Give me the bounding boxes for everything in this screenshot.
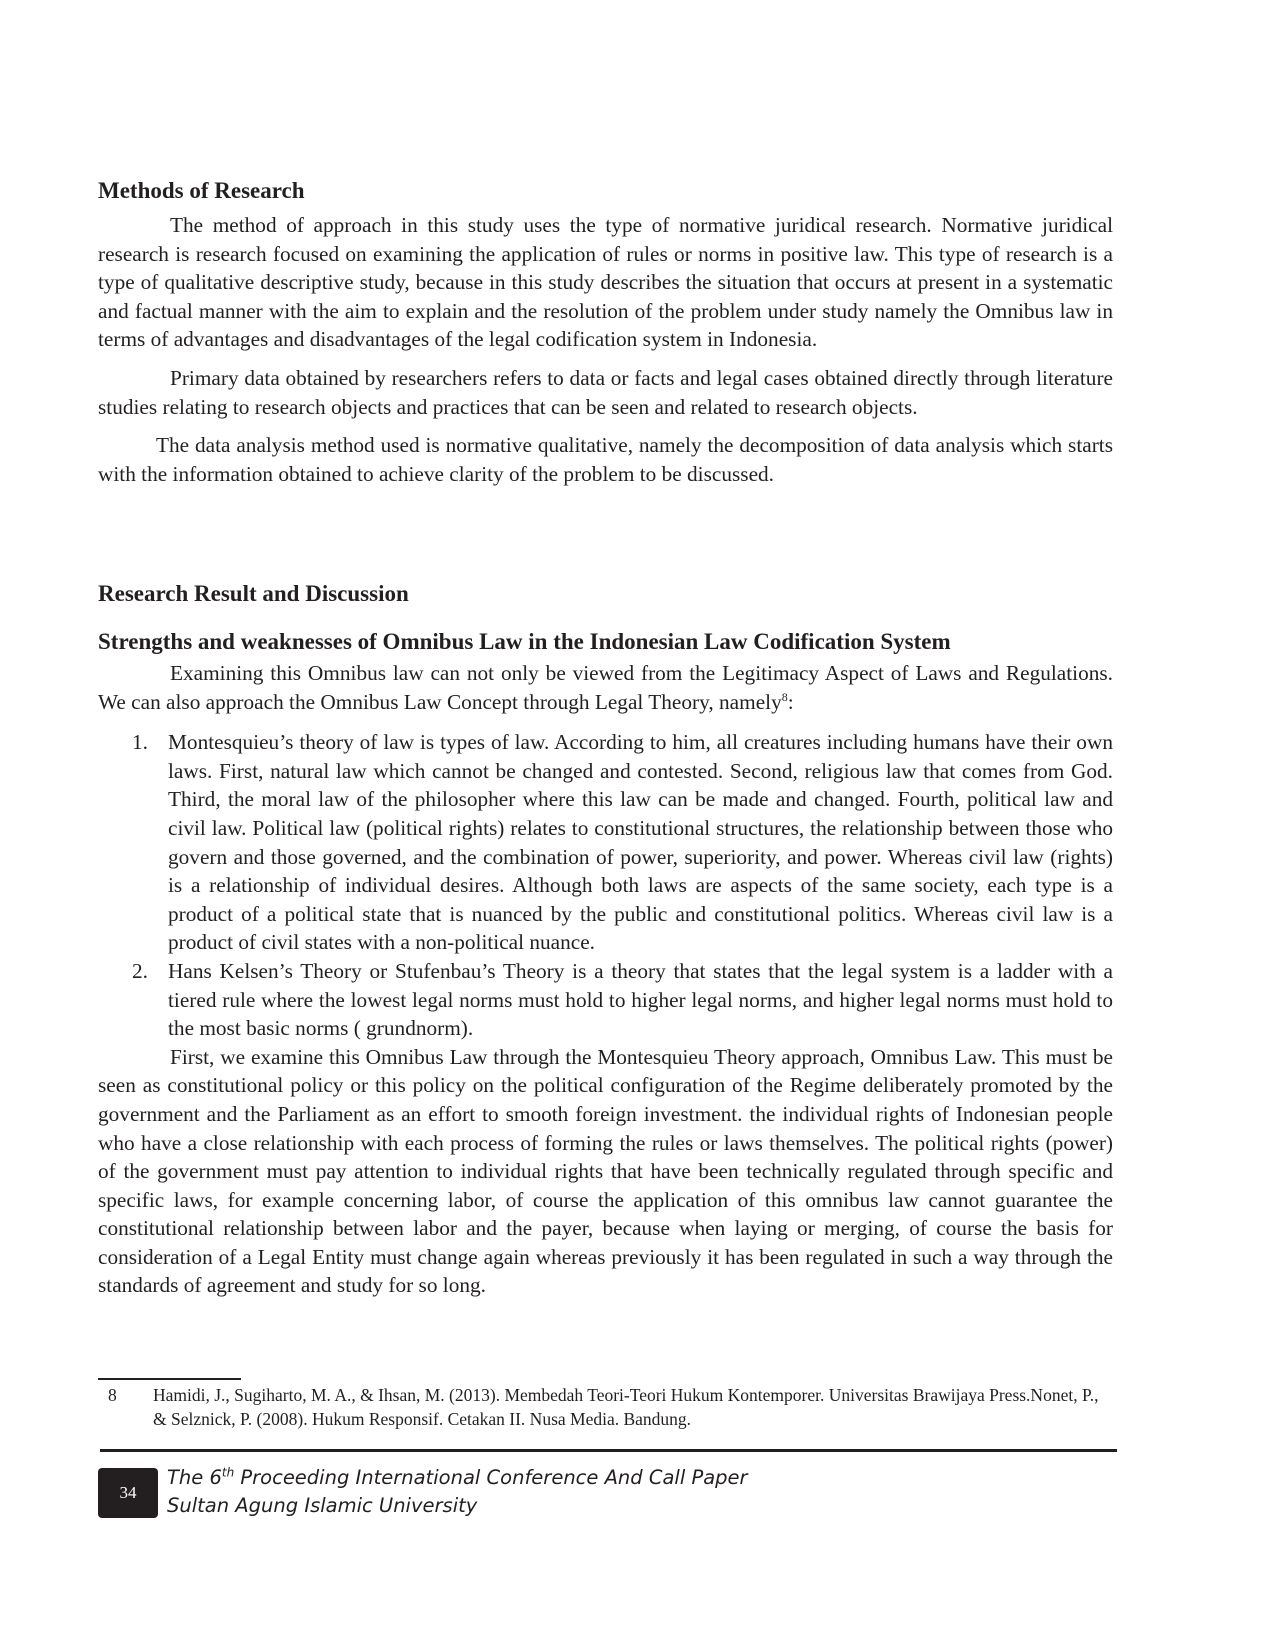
footnote-text: Hamidi, J., Sugiharto, M. A., & Ihsan, M. (2013). Membedah Teori-Teori Hukum Kontemporer. Universitas Brawijaya Press.Nonet, P., & Selznick, P. (2008). Hukum Responsif. Cetakan II. Nusa Media. Bandung. [153,1385,1099,1429]
list-text: Hans Kelsen’s Theory or Stufenbau’s Theory is a theory that states that the legal system is a ladder with a tiered rule where the lowest legal norms must hold to higher legal norms, and higher legal norms must hold to the most basic norms ( grundnorm). [168,958,1113,1041]
footnote-number: 8 [108,1385,117,1405]
list-number: 2. [132,958,148,983]
page-number: 34 [98,1468,158,1518]
paragraph: The method of approach in this study uses the type of normative juridical research. Normative juridical research is research focused on examining the application of rules or norms in positive law. This type of research is a type of qualitative descriptive study, because in this study describes the situation that occurs at present in a systematic and factual manner with the aim to explain and the resolution of the problem under study namely the Omnibus law in terms of advantages and disadvantages of the legal codification system in Indonesia. [98,213,1113,352]
footer-divider [100,1449,1117,1452]
intro-text: Examining this Omnibus law can not only be viewed from the Legitimacy Aspect of Laws and Regulations. We can also approach the Omnibus Law Concept through Legal Theory, namely [98,661,1113,714]
results-section [98,580,1113,1300]
paragraph: First, we examine this Omnibus Law through the Montesquieu Theory approach, Omnibus Law. This must be seen as constitutional policy or this policy on the political configuration of the Regime deliberately promoted by the government and the Parliament as an effort to smooth foreign investment. the individual rights of Indonesian people who have a close relationship with each process of forming the rules or laws themselves. The political rights (power) of the government must pay attention to individual rights that have been technically regulated through specific and specific laws, for example concerning labor, of course the application of this omnibus law cannot guarantee the constitutional relationship between labor and the payer, because when laying or merging, of course the basis for consideration of a Legal Entity must change again whereas previously it has been regulated in such a way through the standards of agreement and study for so long. [98,1044,1113,1298]
footnote [98,1384,1113,1431]
paragraph [98,659,1113,716]
paragraph: The data analysis method used is normative qualitative, namely the decomposition of data analysis which starts with the information obtained to achieve clarity of the problem to be discussed. [98,433,1113,486]
section-heading: Methods of Research [98,178,305,203]
list-text: Montesquieu’s theory of law is types of law. According to him, all creatures including humans have their own laws. First, natural law which cannot be changed and contested. Second, religious law that comes from God. Third, the moral law of the philosopher where this law can be made and changed. Fourth, political law and civil law. Political law (political rights) relates to constitutional structures, the relationship between those who govern and those governed, and the combination of power, superiority, and power. Whereas civil law (rights) is a relationship of individual desires. Although both laws are aspects of the same society, each type is a product of a political state that is nuanced by the public and constitutional politics. Whereas civil law is a product of civil states with a non-political nuance. [168,730,1113,955]
list-number: 1. [132,730,148,755]
footnote-divider [98,1378,241,1380]
footer-sup: th [221,1465,235,1480]
section-heading: Research Result and Discussion [98,581,409,606]
footnote-ref: 8 [781,689,788,704]
footer-line-2: Sultan Agung Islamic University [167,1494,478,1517]
footer-line-1 [167,1464,748,1492]
methods-section [98,177,1113,488]
footer-text: The 6 [167,1466,222,1489]
footer-title [167,1464,748,1520]
subsection-heading: Strengths and weaknesses of Omnibus Law in the Indonesian Law Codification System [98,629,951,654]
paragraph: Primary data obtained by researchers refers to data or facts and legal cases obtained directly through literature studies relating to research objects and practices that can be seen and related to research objects. [98,365,1113,419]
footer-text: Proceeding International Conference And Call Paper [234,1466,748,1489]
list-item [98,957,1113,1043]
theory-list [98,728,1113,1043]
intro-end: : [787,689,794,714]
list-item [98,728,1113,957]
